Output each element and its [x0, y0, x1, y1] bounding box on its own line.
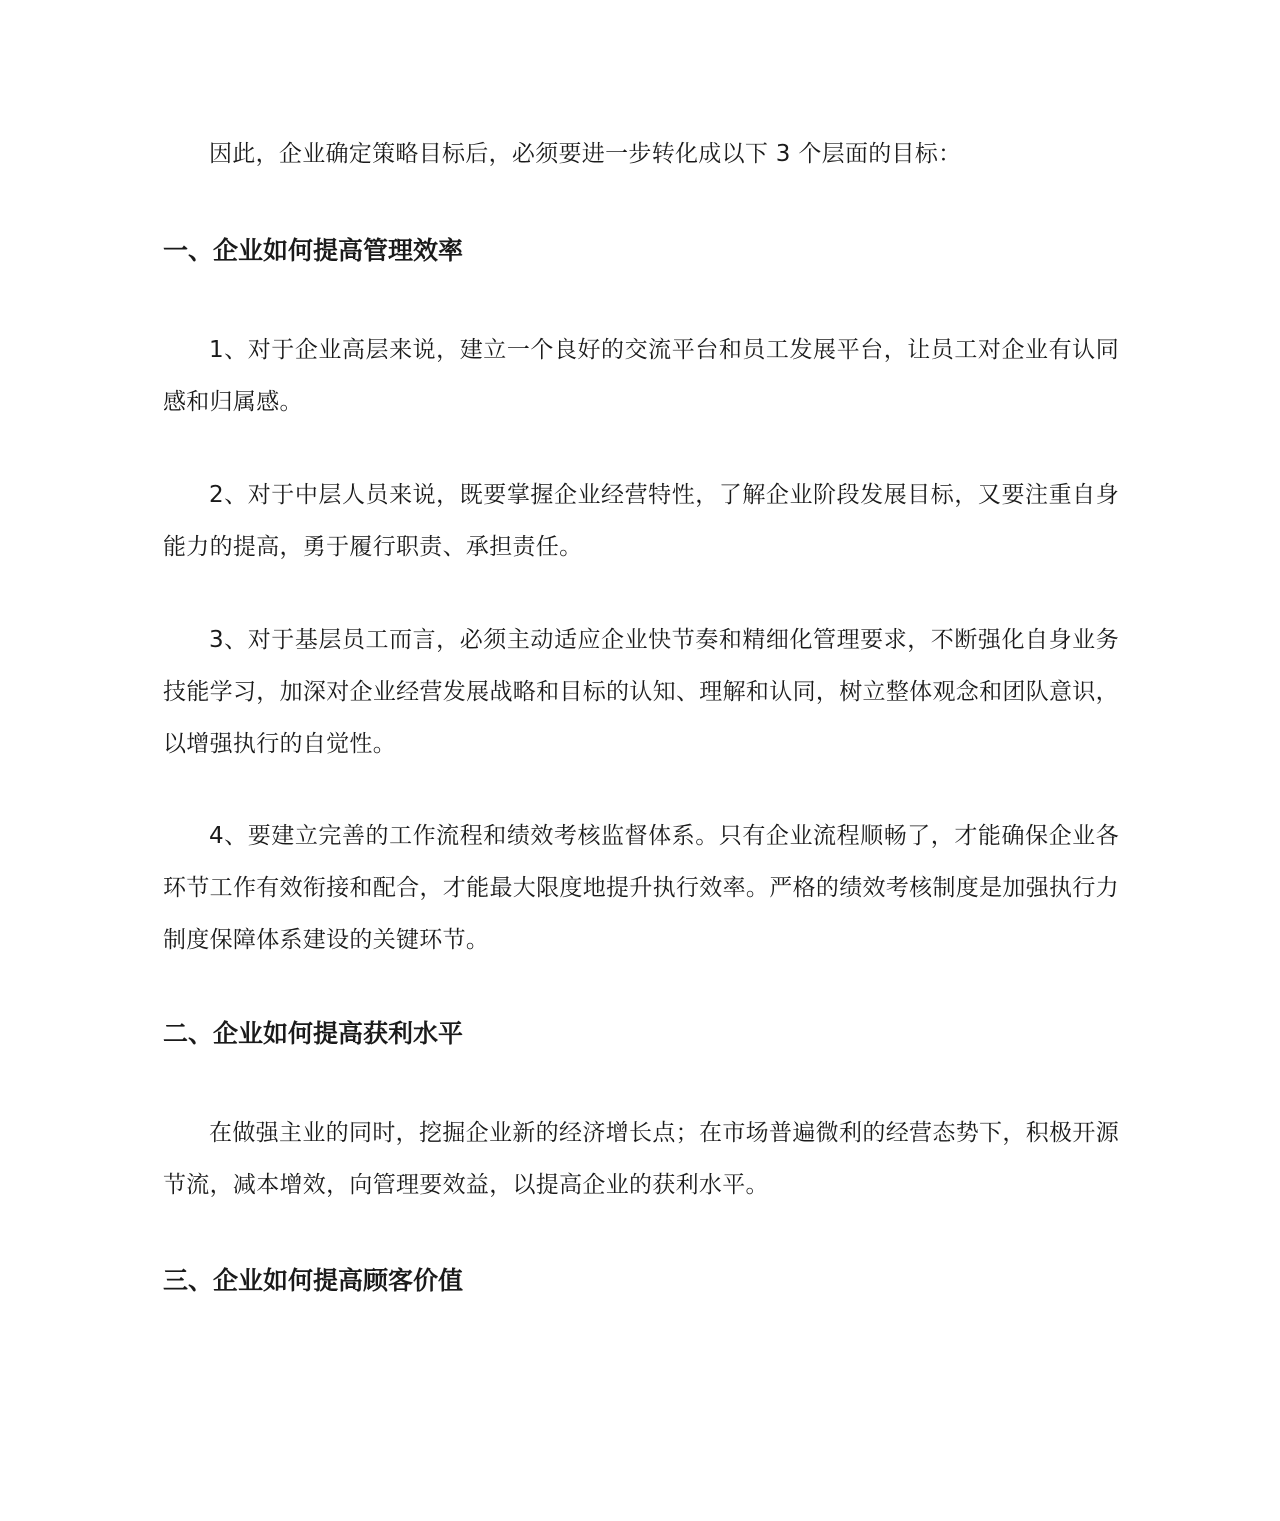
section-2-heading: 二、企业如何提高获利水平: [163, 1019, 464, 1048]
section-1-item-3: 3、对于基层员工而言，必须主动适应企业快节奏和精细化管理要求，不断强化自身业务技能学习，加深对企业经营发展战略和目标的认知、理解和认同，树立整体观念和团队意识，以增强执行的自觉性。: [163, 627, 1119, 757]
section-1-item-4: 4、要建立完善的工作流程和绩效考核监督体系。只有企业流程顺畅了，才能确保企业各环节工作有效衔接和配合，才能最大限度地提升执行效率。严格的绩效考核制度是加强执行力制度保障体系建设的关键环节。: [163, 823, 1119, 953]
section-1-heading: 一、企业如何提高管理效率: [163, 236, 464, 265]
section-1-item-1: 1、对于企业高层来说，建立一个良好的交流平台和员工发展平台，让员工对企业有认同感和归属感。: [163, 337, 1119, 415]
section-3-heading: 三、企业如何提高顾客价值: [163, 1266, 464, 1295]
intro-paragraph: 因此，企业确定策略目标后，必须要进一步转化成以下 3 个层面的目标：: [209, 141, 962, 167]
section-2-body: 在做强主业的同时，挖掘企业新的经济增长点；在市场普遍微利的经营态势下，积极开源节流，减本增效，向管理要效益，以提高企业的获利水平。: [163, 1120, 1119, 1198]
section-1-item-2: 2、对于中层人员来说，既要掌握企业经营特性，了解企业阶段发展目标，又要注重自身能力的提高，勇于履行职责、承担责任。: [163, 482, 1119, 560]
